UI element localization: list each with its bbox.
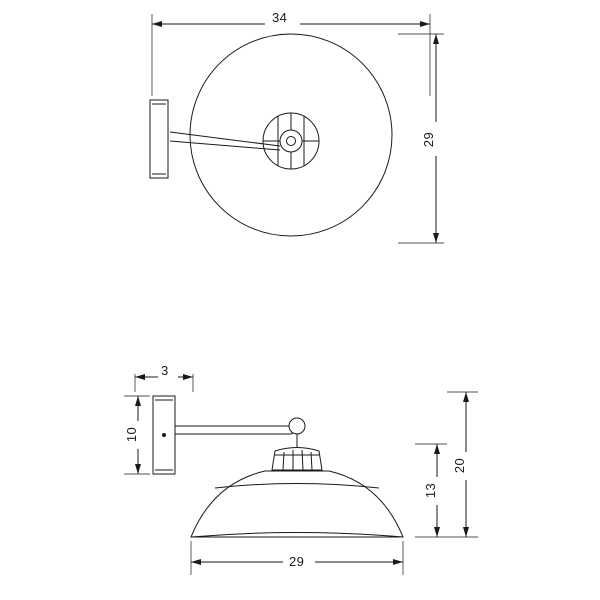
arrow-bottom [434, 527, 440, 537]
side-shade-body [191, 471, 403, 537]
arrow-right [183, 374, 193, 380]
side-swivel-joint [289, 418, 305, 434]
arrow-bottom [433, 233, 439, 243]
dim-label-front-width: 34 [272, 10, 288, 25]
arrow-top [433, 34, 439, 44]
arrow-right [393, 559, 403, 565]
front-socket-center [287, 137, 296, 146]
arrow-left [135, 374, 145, 380]
arrow-bottom [463, 527, 469, 537]
arrow-top [434, 444, 440, 454]
front-wall-plate [150, 100, 168, 178]
arrow-left [191, 559, 201, 565]
arrow-top [135, 396, 141, 406]
side-plate-center-mark [162, 433, 166, 437]
dim-label-plate-width: 3 [161, 363, 169, 378]
arrow-top [463, 392, 469, 402]
arrow-left [152, 21, 162, 27]
arrow-bottom [135, 464, 141, 474]
dim-label-total-height: 20 [452, 457, 468, 474]
side-view [153, 396, 403, 537]
front-view [150, 34, 392, 236]
dim-label-shade-height: 13 [423, 482, 439, 499]
side-socket-housing [272, 448, 322, 471]
dim-label-shade-diameter: 29 [289, 554, 305, 569]
arrow-right [420, 21, 430, 27]
dim-label-front-height: 29 [421, 131, 437, 148]
dim-label-plate-height: 10 [124, 426, 140, 443]
